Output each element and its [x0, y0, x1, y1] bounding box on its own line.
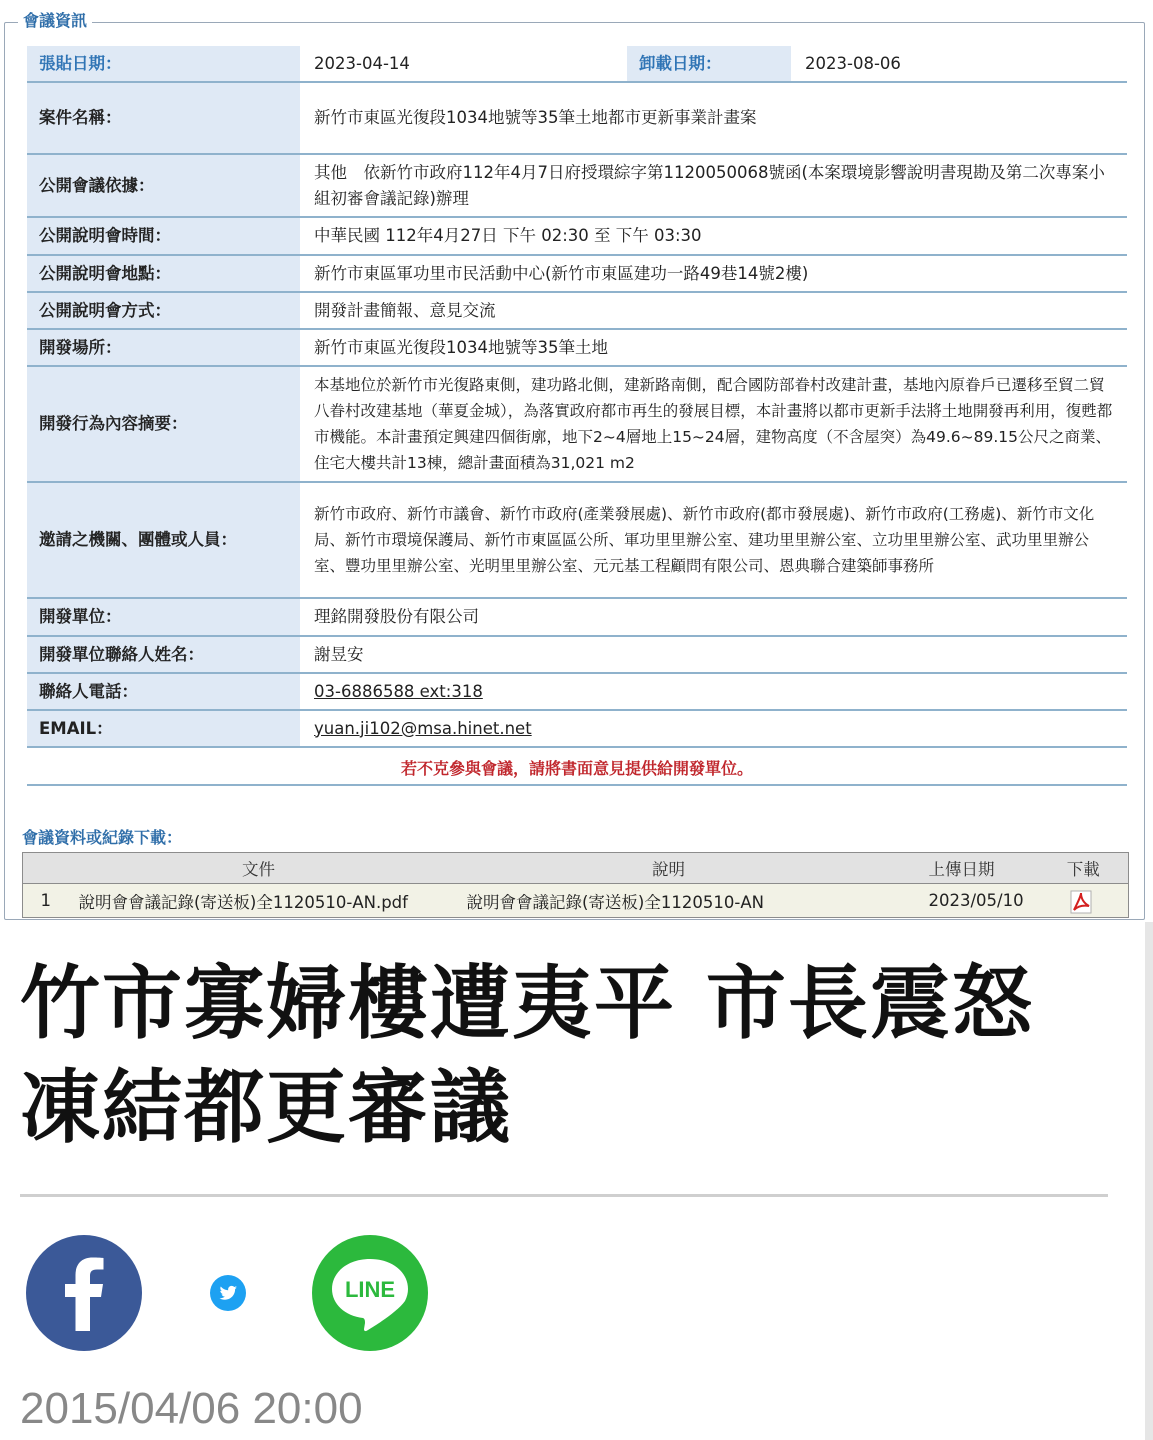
files-table: [22, 852, 1129, 918]
pdf-download-icon[interactable]: [1069, 890, 1091, 912]
email-link[interactable]: yuan.ji102@msa.hinet.net: [314, 718, 532, 738]
row-label: 公開會議依據：: [27, 154, 301, 217]
info-row: [27, 217, 1127, 255]
row-label: 開發單位：: [27, 598, 301, 636]
row-label: 開發場所：: [27, 329, 301, 366]
download-header: 下載: [1039, 853, 1129, 884]
facebook-icon: [26, 1235, 142, 1351]
desc-header: 說明: [449, 853, 889, 884]
news-article: [0, 922, 1153, 1440]
row-value: 其他 依新竹市政府112年4月7日府授環綜字第1120050068號函(本案環境影響說明書現勘及第二次專案小組初審會議記錄)辦理: [301, 154, 1127, 217]
row-label: 公開說明會地點：: [27, 255, 301, 292]
remove-date-label: 卸載日期：: [626, 46, 792, 82]
row-value: 新竹市政府、新竹市議會、新竹市政府(產業發展處)、新竹市政府(都市發展處)、新竹市政府(工務處)、新竹市文化局、新竹市環境保護局、新竹市東區區公所、軍功里里辦公室、建功里里辦公室、立功里里辦公室、武功里里辦公室、豐功里里辦公室、光明里里辦公室、元元基工程顧問有限公司、恩典聯合建築師事務所: [301, 482, 1127, 598]
post-date-value: 2023-04-14: [301, 46, 626, 82]
twitter-icon: [210, 1275, 246, 1311]
article-headline: [20, 952, 1100, 1160]
line-icon: [312, 1235, 428, 1351]
file-name: 說明會會議記錄(寄送板)全1120510-AN.pdf: [69, 884, 449, 918]
row-label: 公開說明會方式：: [27, 292, 301, 329]
info-row: [27, 598, 1127, 636]
phone-link[interactable]: 03-6886588 ext:318: [314, 681, 483, 701]
row-value: 新竹市東區光復段1034地號等35筆土地: [301, 329, 1127, 366]
row-value: 新竹市東區軍功里市民活動中心(新竹市東區建功一路49巷14號2樓): [301, 255, 1127, 292]
row-value: 中華民國 112年4月27日 下午 02:30 至 下午 03:30: [301, 217, 1127, 255]
file-desc: 說明會會議記錄(寄送板)全1120510-AN: [449, 884, 889, 918]
row-label: 開發行為內容摘要：: [27, 366, 301, 482]
info-row: [27, 154, 1127, 217]
scrollbar-track[interactable]: [1145, 922, 1153, 1440]
article-timestamp: 2015/04/06 20:00: [20, 1384, 363, 1433]
files-header-row: [23, 853, 1129, 884]
date-header: 上傳日期: [889, 853, 1039, 884]
file-date: 2023/05/10: [889, 884, 1039, 918]
file-header: 文件: [69, 853, 449, 884]
row-value: 本基地位於新竹市光復路東側，建功路北側，建新路南側，配合國防部眷村改建計畫，基地內原眷戶已遷移至貿二貿八眷村改建基地（華夏金城），為落實政府都市再生的發展目標，本計畫將以都市更新手法將土地開發再利用，復甦都市機能。本計畫預定興建四個街廓，地下2~4層地上15~24層，建物高度（不含屋突）為49.6~89.15公尺之商業、住宅大樓共計13棟，總計畫面積為31,021 m2: [301, 366, 1127, 482]
row-label: 公開說明會時間：: [27, 217, 301, 255]
row-value: 謝昱安: [301, 636, 1127, 673]
fieldset-legend: 會議資訊: [18, 10, 92, 32]
index-header: [23, 853, 69, 884]
meeting-info-table: [27, 46, 1127, 748]
divider: [20, 1194, 1108, 1197]
row-label: 案件名稱：: [27, 82, 301, 154]
row-label: 開發單位聯絡人姓名：: [27, 636, 301, 673]
info-row: [27, 366, 1127, 482]
info-row: [27, 329, 1127, 366]
line-share-button[interactable]: [312, 1235, 428, 1351]
info-row: [27, 255, 1127, 292]
project-name: 新竹市東區光復段1034地號等35筆土地都市更新事業計畫案: [314, 108, 757, 127]
info-row: [27, 710, 1127, 747]
date-row: [27, 46, 1127, 82]
row-value: 理銘開發股份有限公司: [301, 598, 1127, 636]
info-row: [27, 482, 1127, 598]
post-date-label: 張貼日期：: [27, 46, 301, 82]
twitter-share-button[interactable]: [210, 1275, 246, 1311]
headline-line: 凍結都更審議: [20, 1061, 512, 1154]
download-section-title: 會議資料或紀錄下載：: [22, 828, 183, 847]
notice-text: 若不克參與會議，請將書面意見提供給開發單位。: [27, 752, 1127, 786]
info-row: [27, 636, 1127, 673]
row-value: 開發計畫簡報、意見交流: [301, 292, 1127, 329]
remove-date-value: 2023-08-06: [792, 46, 1127, 82]
headline-line: 竹市寡婦樓遭夷平 市長震怒: [20, 957, 1034, 1050]
line-label: LINE: [344, 1277, 396, 1302]
info-row: [27, 673, 1127, 710]
file-row: [23, 884, 1129, 918]
row-label: 聯絡人電話：: [27, 673, 301, 710]
info-row: [27, 82, 1127, 154]
info-row: [27, 292, 1127, 329]
facebook-share-button[interactable]: [26, 1235, 142, 1351]
row-label: EMAIL：: [27, 710, 301, 747]
file-index: 1: [23, 884, 69, 918]
row-label: 邀請之機關、團體或人員：: [27, 482, 301, 598]
